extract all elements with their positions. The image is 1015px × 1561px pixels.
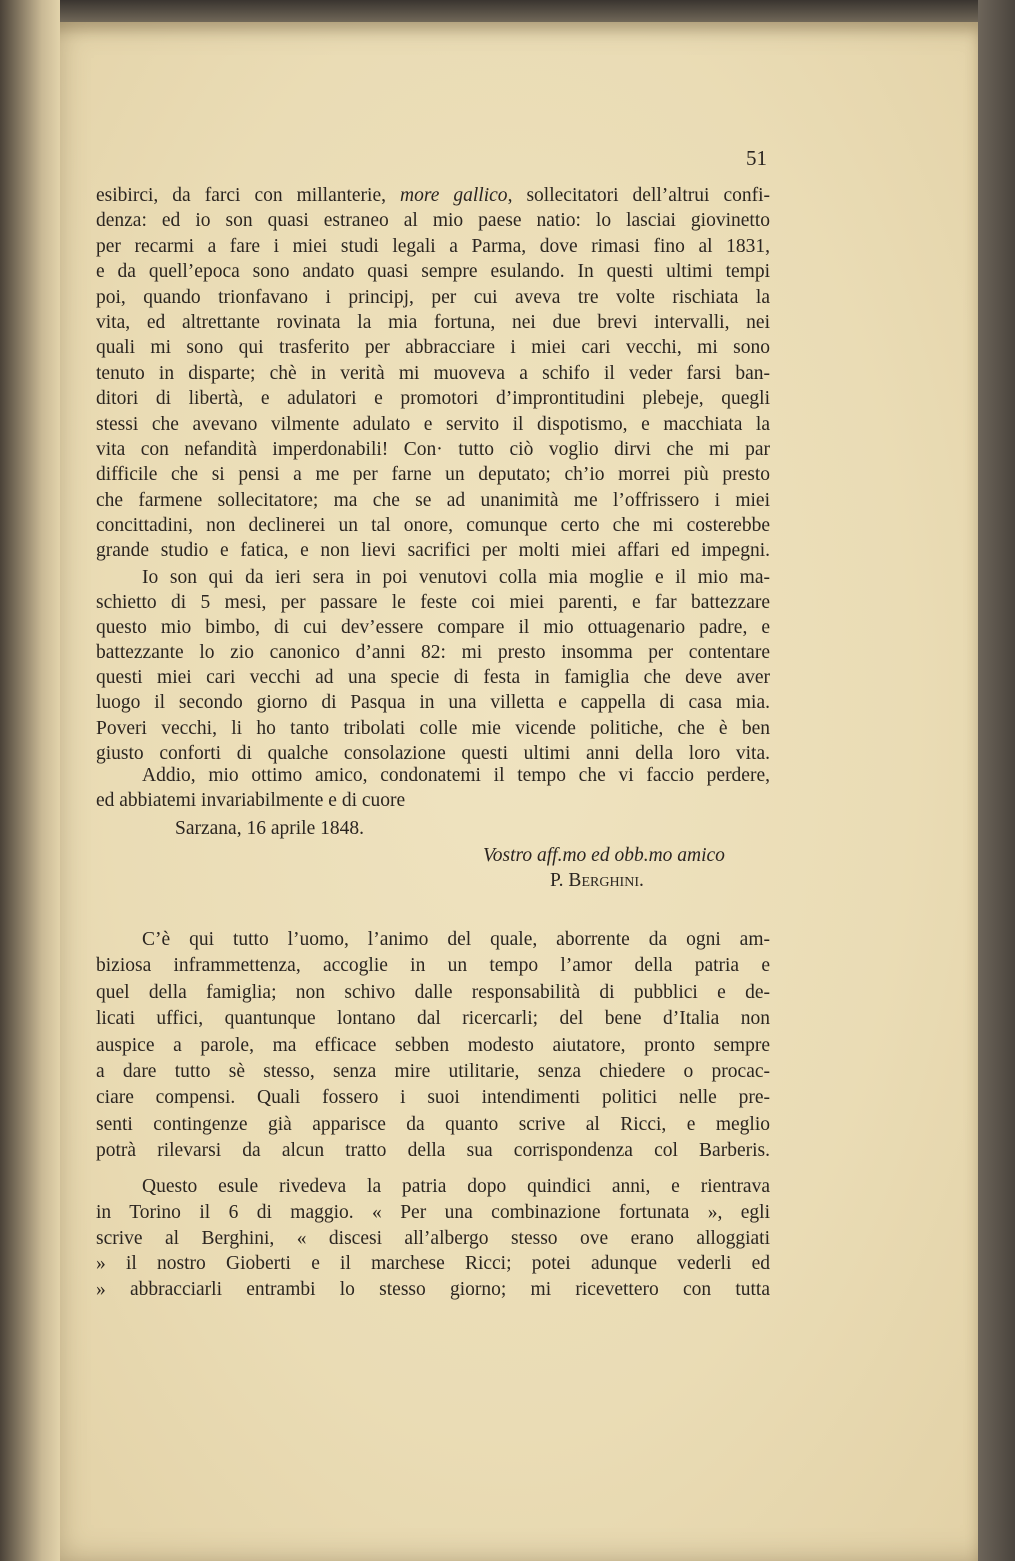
text-line: in Torino il 6 di maggio. « Per una combinazione fortunata », egli <box>96 1201 770 1223</box>
letter-paragraph-3 <box>96 763 770 813</box>
text-line: vita con nefandità imperdonabili! Con· tutto ciò voglio dirvi che mi par <box>96 438 770 460</box>
text-line: denza: ed io son quasi estraneo al mio paese natio: lo lasciai giovinetto <box>96 210 770 232</box>
text-line: » il nostro Gioberti e il marchese Ricci; potei adunque vederli ed <box>96 1253 770 1275</box>
text-line: tenuto in disparte; chè in verità mi muoveva a schifo il veder farsi ban- <box>96 362 770 384</box>
text-line: stessi che avevano vilmente adulato e servito il dispotismo, e macchiata la <box>96 413 770 435</box>
commentary-paragraph-2 <box>96 1174 770 1303</box>
text-line: grande studio e fatica, e non lievi sacrifici per molti miei affari ed impegni. <box>96 540 770 562</box>
text-line: scrive al Berghini, « discesi all’albergo stesso ove erano alloggiati <box>96 1227 770 1249</box>
closing: Vostro aff.mo ed obb.mo amico <box>483 845 725 866</box>
text-line: poi, quando trionfavano i principj, per cui aveva tre volte rischiata la <box>96 286 770 308</box>
text-line: che farmene sollecitatore; ma che se ad unanimità me l’offrissero i miei <box>96 489 770 511</box>
text-line: biziosa inframmettenza, accoglie in un tempo l’amor della patria e <box>96 955 770 977</box>
text-line: questi miei cari vecchi ad una specie di festa in famiglia che deve aver <box>96 667 770 689</box>
scan-right-edge <box>978 0 1015 1561</box>
text-line: quali mi sono qui trasferito per abbracciare i miei cari vecchi, mi sono <box>96 337 770 359</box>
text-line: Addio, mio ottimo amico, condonatemi il tempo che vi faccio perdere, <box>142 765 770 786</box>
text-line: battezzante lo zio canonico d’anni 82: mi presto insomma per contentare <box>96 642 770 664</box>
text-line: ed abbiatemi invariabilmente e di cuore <box>96 790 406 811</box>
book-binding <box>0 0 60 1561</box>
text-segment: esibirci, da farci con millanterie, <box>96 185 401 206</box>
text-line <box>96 183 770 208</box>
dateline: Sarzana, 16 aprile 1848. <box>175 818 364 839</box>
text-line: questo mio bimbo, di cui dev’essere compare il mio ottuagenario padre, e <box>96 617 770 639</box>
text-line: luogo il secondo giorno di Pasqua in una villetta e cappella di casa mia. <box>96 692 770 714</box>
text-line: giusto conforti di qualche consolazione questi ultimi anni della loro vita. <box>96 742 770 764</box>
text-line: a dare tutto sè stesso, senza mire utilitarie, senza chiedere o procac- <box>96 1060 770 1082</box>
text-line: per recarmi a fare i miei studi legali a Parma, dove rimasi fino al 1831, <box>96 235 770 257</box>
text-line: quel della famiglia; non schivo dalle responsabilità di pubblici e de- <box>96 981 770 1003</box>
text-line: Io son qui da ieri sera in poi venutovi colla mia moglie e il mio ma- <box>142 567 770 588</box>
text-line: potrà rilevarsi da alcun tratto della sua corrispondenza col Barberis. <box>96 1140 770 1162</box>
text-line: senti contingenze già apparisce da quanto scrive al Ricci, e meglio <box>96 1113 770 1135</box>
commentary-paragraph-1 <box>96 927 770 1165</box>
text-line: ciare compensi. Quali fossero i suoi intendimenti politici nelle pre- <box>96 1087 770 1109</box>
letter-paragraph-1 <box>96 183 770 564</box>
text-line: difficile che si pensi a me per farne un deputato; ch’io morrei più presto <box>96 464 770 486</box>
text-line: schietto di 5 mesi, per passare le feste coi miei parenti, e far battezzare <box>96 592 770 614</box>
text-line: C’è qui tutto l’uomo, l’animo del quale, aborrente da ogni am- <box>142 929 770 950</box>
signature: P. Berghini. <box>550 870 644 891</box>
text-line: licati uffici, quantunque lontano dal ricercarli; del bene d’Italia non <box>96 1008 770 1030</box>
text-line: vita, ed altrettante rovinata la mia fortuna, nei due brevi intervalli, nei <box>96 311 770 333</box>
letter-paragraph-2 <box>96 565 770 766</box>
text-line: e da quell’epoca sono andato quasi sempre esulando. In questi ultimi tempi <box>96 261 770 283</box>
text-line: Questo esule rivedeva la patria dopo quindici anni, e rientrava <box>142 1176 770 1197</box>
text-line: ditori di libertà, e adulatori e promotori d’improntitudini plebeje, quegli <box>96 388 770 410</box>
page-number: 51 <box>746 146 767 170</box>
text-segment: , sollecitatori dell’altrui confi- <box>507 185 771 206</box>
text-line: » abbracciarli entrambi lo stesso giorno; mi ricevettero con tutta <box>96 1279 770 1301</box>
text-line: Poveri vecchi, li ho tanto tribolati colle mie vicende politiche, che è ben <box>96 717 770 739</box>
text-line: auspice a parole, ma efficace sebben modesto aiutatore, pronto sempre <box>96 1034 770 1056</box>
text-line: concittadini, non declinerei un tal onore, comunque certo che mi costerebbe <box>96 515 770 537</box>
italic-phrase: more gallico <box>400 185 508 206</box>
